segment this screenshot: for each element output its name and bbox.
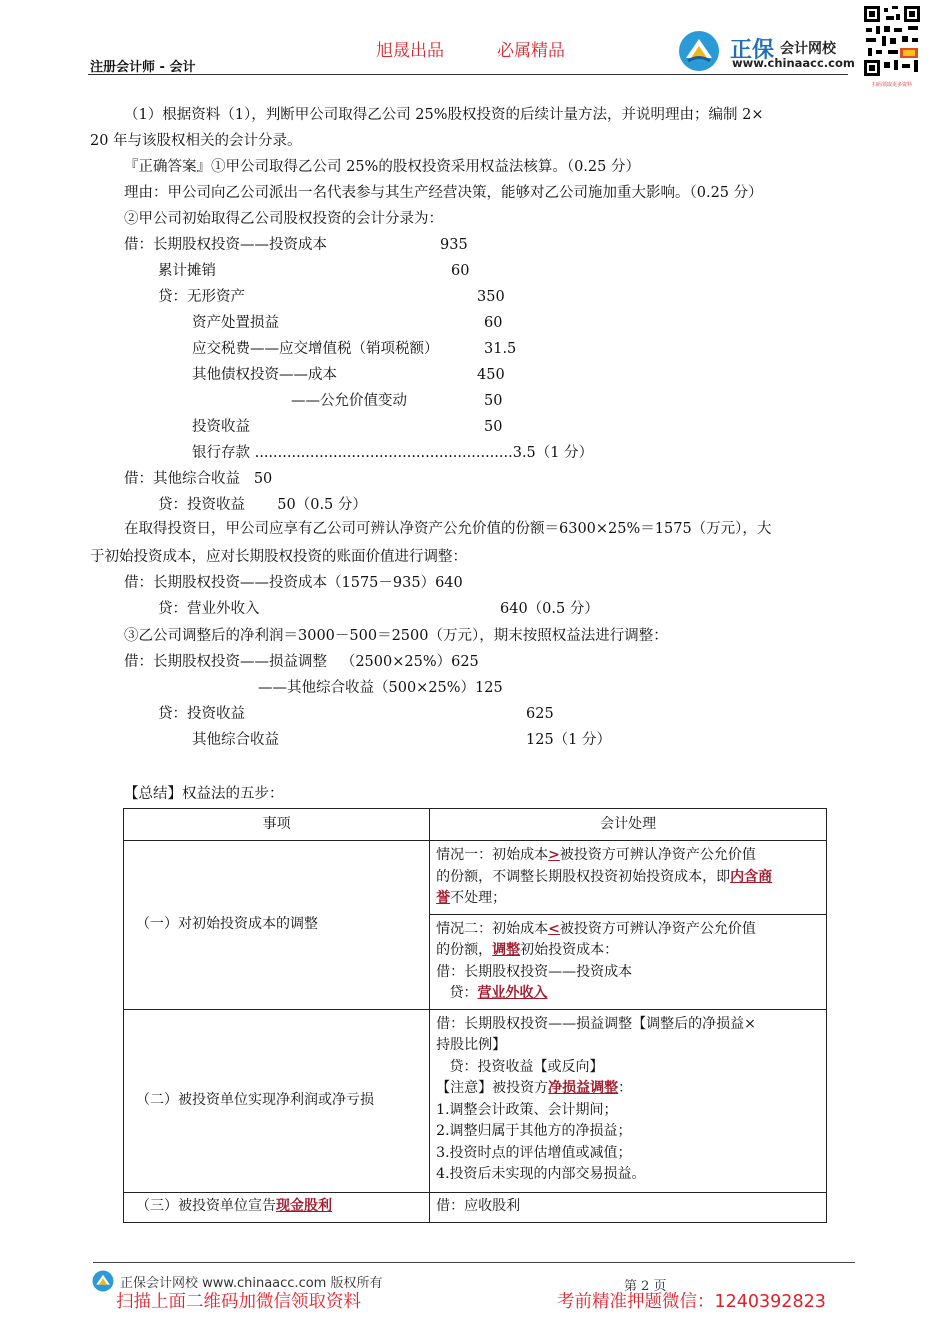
- row2-line1: 借：长期股权投资——损益调整【调整后的净损益×: [436, 1015, 756, 1032]
- row1b-line2-post: 初始投资成本：: [520, 942, 619, 958]
- e1-credit-2: 资产处置损益: [192, 315, 279, 331]
- entry1-title: ②甲公司初始取得乙公司股权投资的会计分录为：: [124, 211, 443, 227]
- e3-debit: 借：长期股权投资——投资成本（1575－935）640: [124, 575, 463, 591]
- row2-item: （二）被投资单位实现净利润或净亏损: [124, 1009, 430, 1192]
- brand-url[interactable]: www.chinaacc.com: [732, 56, 855, 70]
- row1b-text: 情况二：初始成本: [436, 920, 549, 937]
- net-profit-line: ③乙公司调整后的净利润＝3000－500＝2500（万元），期末按照权益法进行调整：: [124, 628, 668, 644]
- footer-promo-right: 考前精准押题微信：1240392823: [557, 1292, 826, 1312]
- e1-credit-6: 投资收益: [192, 419, 250, 435]
- footer-divider: [93, 1262, 855, 1263]
- table-row: [124, 1009, 827, 1192]
- e1-credit-1: 贷：无形资产: [158, 289, 245, 305]
- row2-highlight: 净损益调整: [548, 1080, 619, 1096]
- e1-credit-7: 银行存款 ........................................................3.5（1 分）: [192, 445, 594, 461]
- e4-credit-1: 贷：投资收益: [158, 706, 245, 722]
- row1b-highlight-2: 营业外收入: [477, 985, 548, 1001]
- table-header-row: [124, 809, 827, 841]
- row2-line4-post: ：: [618, 1080, 633, 1096]
- table-row: [124, 1192, 827, 1222]
- row1b-line3: 借：长期股权投资——投资成本: [436, 963, 633, 980]
- row2-line3: 贷：投资收益【或反向】: [436, 1058, 604, 1075]
- e1-debit-1-amount: 935: [440, 237, 468, 253]
- row3-highlight: 现金股利: [276, 1198, 332, 1215]
- e1-credit-2-amount: 60: [484, 315, 503, 331]
- footer-promo-left: 扫描上面二维码加微信领取资料: [116, 1292, 361, 1312]
- e1-credit-3-amount: 31.5: [484, 341, 517, 357]
- row2-line4: 【注意】被投资方: [436, 1080, 549, 1096]
- row2-line6: 2.调整归属于其他方的净损益；: [436, 1123, 632, 1139]
- e4-credit-1-amount: 625: [526, 706, 554, 722]
- row1b-text-post: 被投资方可辨认净资产公允价值: [559, 920, 756, 937]
- e1-credit-5: ——公允价值变动: [291, 393, 407, 409]
- header-subject: 注册会计师 - 会计: [90, 60, 196, 75]
- e1-credit-5-amount: 50: [484, 393, 503, 409]
- row1a-text-post: 被投资方可辨认净资产公允价值: [559, 847, 756, 863]
- reason-line: 理由：甲公司向乙公司派出一名代表参与其生产经营决策，能够对乙公司施加重大影响。（0.25 分）: [124, 185, 763, 201]
- table-header-item: 事项: [124, 809, 430, 841]
- row3-process: 借：应收股利: [430, 1192, 827, 1222]
- row1a-highlight-2: 誉: [436, 890, 451, 906]
- row1a-text: 情况一：初始成本: [436, 847, 549, 863]
- row2-process: [430, 1009, 827, 1192]
- e4-credit-2: 其他综合收益: [192, 732, 279, 748]
- row3-item-text: （三）被投资单位宣告: [136, 1198, 276, 1215]
- e1-debit-2-amount: 60: [451, 263, 470, 279]
- row1b-line4: 贷：: [436, 985, 478, 1001]
- row2-line8: 4.投资后未实现的内部交易损益。: [436, 1166, 646, 1182]
- brand-school: 会计网校: [780, 41, 836, 57]
- e1-credit-3: 应交税费——应交增值税（销项税额）: [192, 341, 439, 357]
- row1a-line3: 不处理；: [450, 890, 507, 906]
- footer-page-number: 第 2 页: [624, 1279, 667, 1294]
- row1-item: （一）对初始投资成本的调整: [124, 841, 430, 1010]
- header-slogan-1: 旭晟出品: [376, 41, 444, 61]
- row1b-line2: 的份额，: [436, 942, 493, 958]
- row1-case-2: [430, 914, 827, 1009]
- e1-credit-4: 其他债权投资——成本: [192, 367, 337, 383]
- qr-code-icon: [862, 4, 922, 90]
- brand-name: 正保: [730, 38, 775, 63]
- answer-line: 『正确答案』①甲公司取得乙公司 25%的股权投资采用权益法核算。（0.25 分）: [124, 159, 640, 175]
- adjust-line-1: 在取得投资日，甲公司应享有乙公司可辨认净资产公允价值的份额＝6300×25%＝1575（万元），大: [124, 521, 772, 537]
- e2-debit: 借：其他综合收益 50: [124, 471, 273, 487]
- footer-logo-icon: [92, 1270, 114, 1292]
- e3-credit: 贷：营业外收入: [158, 601, 260, 617]
- e2-credit: 贷：投资收益 50（0.5 分）: [158, 497, 367, 513]
- brand-logo-icon: [678, 30, 720, 72]
- row2-line5: 1.调整会计政策、会计期间；: [436, 1101, 618, 1118]
- e1-credit-4-amount: 450: [477, 367, 505, 383]
- row1a-symbol: >: [548, 847, 560, 863]
- question-line-1: （1）根据资料（1），判断甲公司取得乙公司 25%股权投资的后续计量方法，并说明理由；编制 2×: [124, 107, 764, 123]
- row1-case-1: [430, 841, 827, 915]
- row2-line7: 3.投资时点的评估增值或减值；: [436, 1144, 632, 1161]
- question-line-2: 20 年与该股权相关的会计分录。: [90, 133, 302, 149]
- row1b-symbol: <: [548, 920, 560, 937]
- summary-title: 【总结】权益法的五步：: [124, 786, 284, 802]
- footer-copyright: 正保会计网校 www.chinaacc.com 版权所有: [120, 1276, 383, 1291]
- row1a-line2: 的份额，不调整长期股权投资初始投资成本，即: [436, 868, 731, 885]
- header-divider: [88, 74, 848, 75]
- row3-item: [124, 1192, 430, 1222]
- row2-line2: 持股比例】: [436, 1037, 507, 1053]
- qr-caption: 扫码领取更多资料: [871, 82, 912, 88]
- e1-debit-2: 累计摊销: [158, 263, 216, 279]
- e3-credit-amount: 640（0.5 分）: [500, 601, 599, 617]
- header-slogan-2: 必属精品: [497, 41, 565, 61]
- row1b-highlight: 调整: [492, 942, 521, 958]
- table-header-process: 会计处理: [430, 809, 827, 841]
- table-row: [124, 841, 827, 915]
- e1-credit-1-amount: 350: [477, 289, 505, 305]
- e4-credit-2-amount: 125（1 分）: [526, 732, 612, 748]
- e1-debit-1: 借：长期股权投资——投资成本: [124, 237, 327, 253]
- adjust-line-2: 于初始投资成本，应对长期股权投资的账面价值进行调整：: [90, 549, 467, 565]
- e4-debit-2: ——其他综合收益（500×25%）125: [258, 680, 503, 696]
- e4-debit-1: 借：长期股权投资——损益调整 （2500×25%）625: [124, 654, 479, 670]
- row1a-highlight: 内含商: [730, 868, 773, 885]
- summary-table: [123, 808, 827, 1223]
- e1-credit-6-amount: 50: [484, 419, 503, 435]
